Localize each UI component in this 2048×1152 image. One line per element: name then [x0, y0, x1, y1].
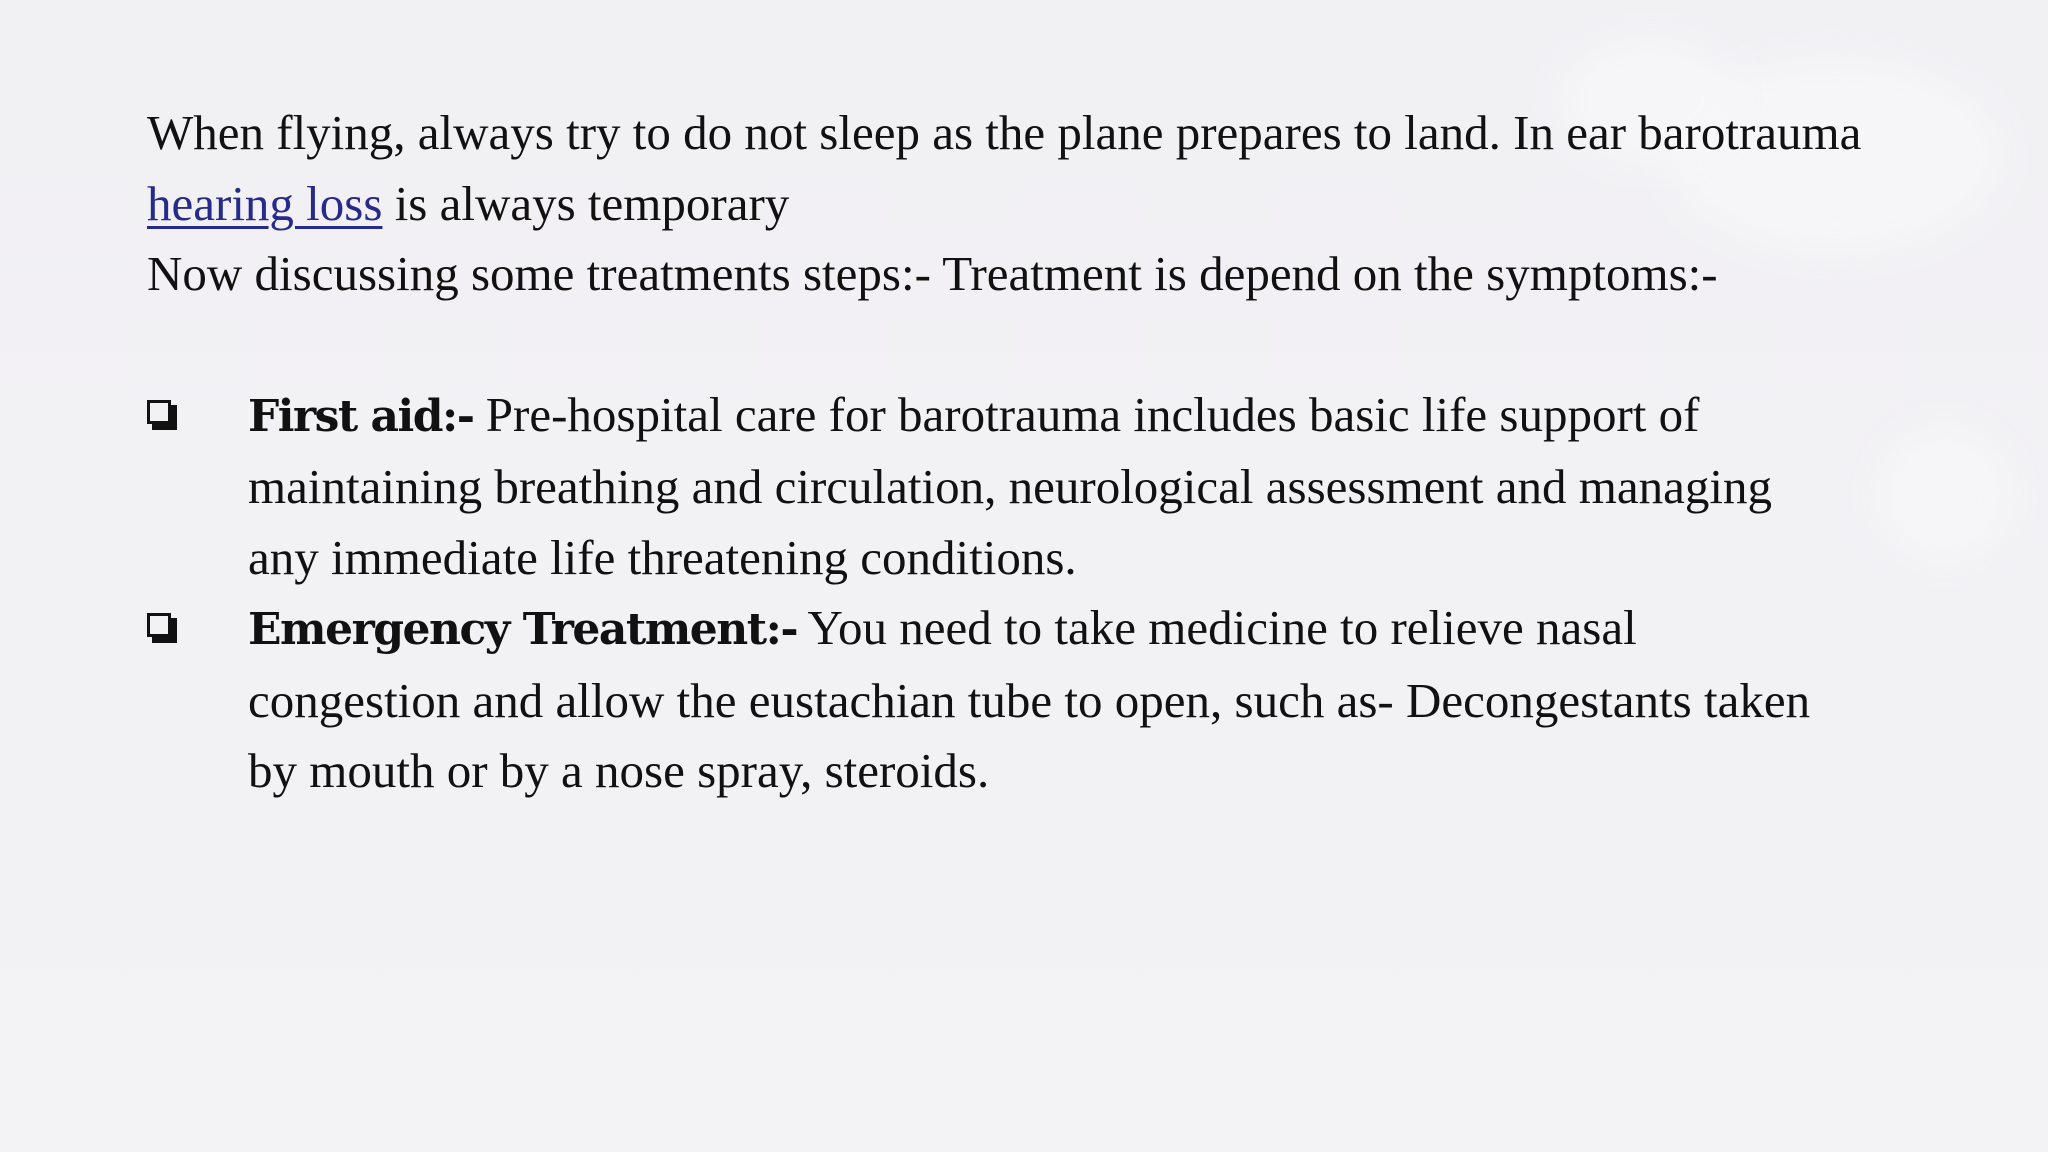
hearing-loss-link[interactable]: hearing loss [147, 175, 383, 231]
intro-text: When flying, always try to do not sleep as the plane prepares to land. In ear barotrauma [147, 105, 1862, 160]
treatment-list [147, 380, 1827, 807]
intro-text-end: is always temporary [382, 175, 790, 231]
intro-section [147, 98, 1927, 310]
treatment-description: You need to take medicine to relieve nasal congestion and allow the eustachian tube to open, such as- Decongestants taken by mouth or by a nose spray, steroids. [248, 600, 1811, 798]
treatment-label: Emergency Treatment:- [248, 604, 798, 655]
treatment-intro-paragraph: Now discussing some treatments steps:- Treatment is depend on the symptoms:- [147, 246, 1718, 301]
intro-paragraph [147, 98, 1927, 239]
slide-content [147, 98, 1927, 807]
checkbox-bullet-icon [147, 400, 177, 430]
treatment-description: Pre-hospital care for barotrauma includes basic life support of maintaining breathing and circulation, neurological assessment and managing any immediate life threatening conditions. [248, 386, 1773, 585]
treatment-label: First aid:- [248, 390, 474, 442]
list-item [147, 380, 1827, 594]
list-item [147, 593, 1827, 807]
checkbox-bullet-icon [147, 613, 177, 643]
